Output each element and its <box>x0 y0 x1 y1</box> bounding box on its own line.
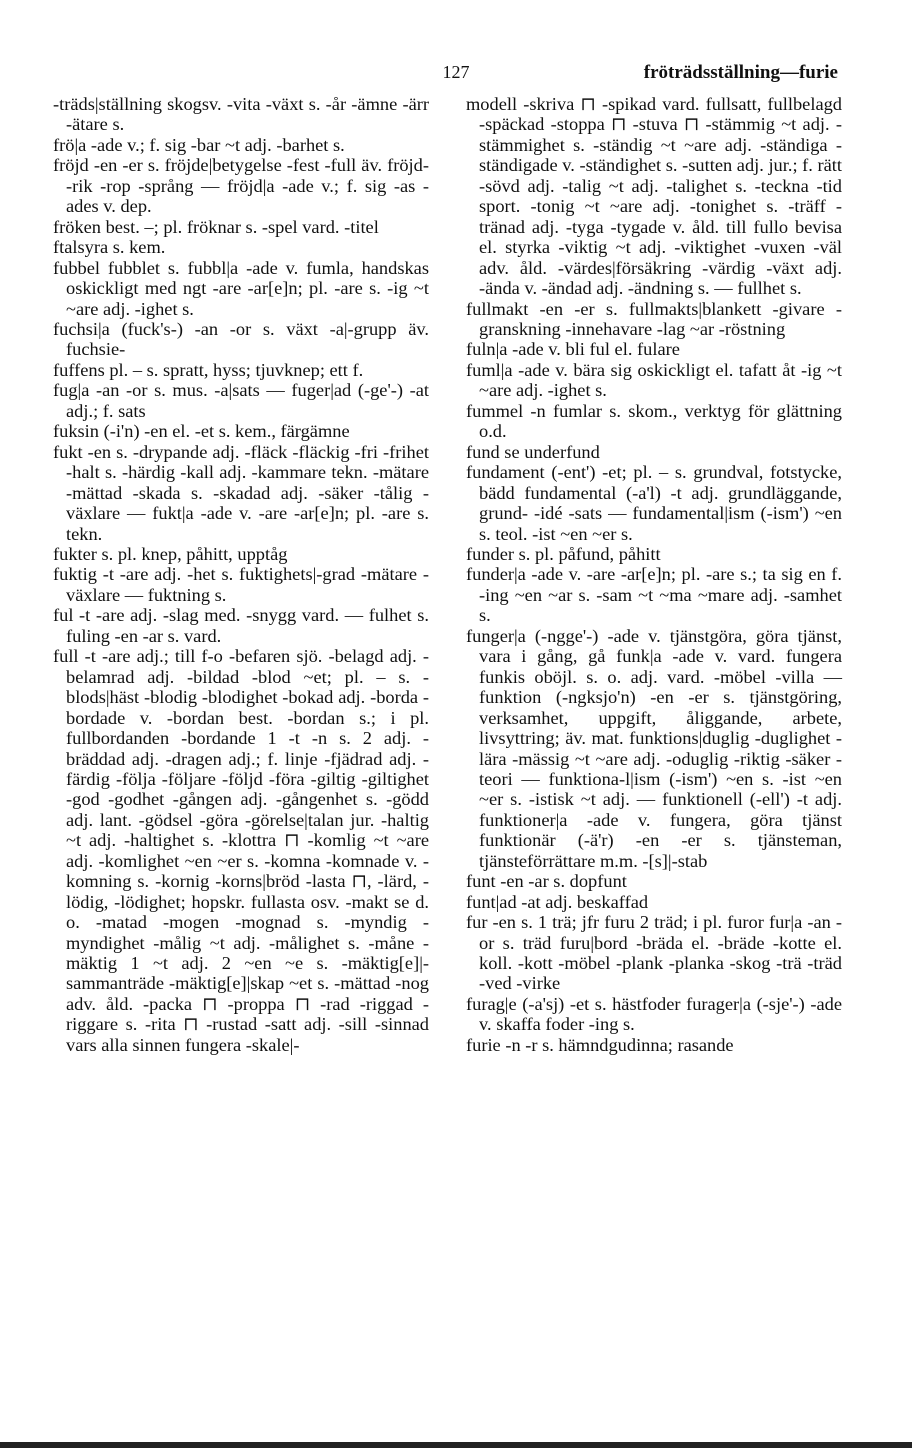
dictionary-entry: fuffens pl. – s. spratt, hyss; tjuvknep; ett f. <box>53 359 364 380</box>
dictionary-entry: fuktig -t -are adj. -het s. fuktighets|-grad -mätare -växlare — fuktning s. <box>53 564 429 605</box>
dictionary-entry: fuln|a -ade v. bli ful el. fulare <box>466 339 680 360</box>
running-head: fröträdsställning—furie <box>643 62 838 83</box>
dictionary-entry: fuksin (-i'n) -en el. -et s. kem., färgämne <box>53 421 350 442</box>
dictionary-entry: fröken best. –; pl. fröknar s. -spel vard. -titel <box>53 216 379 237</box>
dictionary-entry: funt|ad -at adj. beskaffad <box>466 891 649 912</box>
dictionary-entry: -träds|ställning skogsv. -vita -växt s. -år -ämne -ärr -ätare s. <box>53 94 429 135</box>
dictionary-entry: fullmakt -en -er s. fullmakts|blankett -givare -granskning -innehavare -lag ~ar -röstning <box>466 298 842 339</box>
page-number: 127 <box>442 62 470 82</box>
dictionary-entry: funder s. pl. påfund, påhitt <box>466 543 661 564</box>
right-column <box>466 94 842 1055</box>
dictionary-entry: modell -skriva ⊓ -spikad vard. fullsatt, fullbelagd -späckad -stoppa ⊓ -stuva ⊓ -stämmig ~t adj. -stämmighet s. -ständig ~t ~are adj. -ständiga -ständigade v. -ständighet s. -sutten adj. jur.; f. rätt -sövd adj. -talig ~t adj. -talighet s. -teckna -tid sport. -tonig ~t ~are adj. -tonighet s. -träff -tränad adj. -tyga -tygade v. åld. till fullo bevisa el. styrka -viktig ~t adj. -viktighet -vuxen -väl adv. åld. -värdes|försäkring -värdig -växt adj. -ända v. -ändad adj. -ändning s. — fullhet s. <box>466 94 842 299</box>
dictionary-entry: fukt -en s. -drypande adj. -fläck -fläckig -fri -frihet -halt s. -härdig -kall adj. -kammare tekn. -mätare -mättad -skada s. -skadad adj. -säker -tålig -växlare — fukt|a -ade v. -are -ar[e]n; pl. -are s. tekn. <box>53 441 429 544</box>
dictionary-entry: fund se underfund <box>466 441 600 462</box>
dictionary-entry: fuchsi|a (fuck's-) -an -or s. växt -a|-grupp äv. fuchsie- <box>53 318 429 360</box>
dictionary-entry: fuml|a -ade v. bära sig oskickligt el. tafatt åt -ig ~t ~are adj. -ighet s. <box>466 359 842 401</box>
dictionary-entry: ftalsyra s. kem. <box>53 237 166 258</box>
dictionary-entry: fummel -n fumlar s. skom., verktyg för glättning o.d. <box>466 400 842 442</box>
dictionary-entry: fundament (-ent') -et; pl. – s. grundval, fotstycke, bädd fundamental (-a'l) -t adj. grundläggande, grund- -idé -sats — fundamental|ism (-ism') ~en s. teol. -ist ~en ~er s. <box>466 462 842 544</box>
dictionary-entry: fröjd -en -er s. fröjde|betygelse -fest -full äv. fröjd- -rik -rop -språng — fröjd|a -ade v.; f. sig -as -ades v. dep. <box>53 155 429 217</box>
dictionary-entry: fur -en s. 1 trä; jfr furu 2 träd; i pl. furor fur|a -an -or s. träd furu|bord -bräda el. -bräde -kotte el. koll. -kott -möbel -plank -planka -skog -trä -träd -ved -virke <box>466 912 842 994</box>
left-column <box>53 94 429 1055</box>
dictionary-entry: funger|a (-ngge'-) -ade v. tjänstgöra, göra tjänst, vara i gång, gå funk|a -ade v. vard. fungera funkis oböjl. s. o. adj. vard. -möbel -villa — funktion (-ngksjo'n) -en -er s. tjänstgöring, verksamhet, uppgift, åliggande, arbete, livsyttring; äv. mat. funktions|duglig -duglighet -lära -mässig ~t ~are adj. -oduglig -riktig -säker -teori — funktiona-l|ism (-ism') ~en s. -ist ~en ~er s. -istisk ~t adj. — funktionell (-ell') -t adj. funktioner|a -ade v. fungera, göra tjänst funktionär (-ä'r) -en -er s. tjänsteman, tjänsteförrättare m.m. -[s]|-stab <box>466 625 842 871</box>
dictionary-entry: furie -n -r s. hämndgudinna; rasande <box>466 1034 734 1055</box>
dictionary-entry: ful -t -are adj. -slag med. -snygg vard. — fulhet s. fuling -en -ar s. vard. <box>53 605 429 646</box>
dictionary-entry: frö|a -ade v.; f. sig -bar ~t adj. -barhet s. <box>53 134 345 155</box>
dictionary-entry: fug|a -an -or s. mus. -a|sats — fuger|ad (-ge'-) -at adj.; f. sats <box>53 380 429 421</box>
dictionary-entry: fubbel fubblet s. fubbl|a -ade v. fumla, handskas oskickligt med ngt -are -ar[e]n; pl. -are s. -ig ~t ~are adj. -ighet s. <box>53 257 429 319</box>
dictionary-entry: funder|a -ade v. -are -ar[e]n; pl. -are s.; ta sig en f. -ing ~en ~ar s. -sam ~t ~ma ~mare adj. -samhet s. <box>466 564 842 626</box>
dictionary-entry: furag|e (-a'sj) -et s. hästfoder furager|a (-sje'-) -ade v. skaffa foder -ing s. <box>466 993 842 1035</box>
scan-edge-bar <box>0 1442 912 1448</box>
dictionary-entry: fukter s. pl. knep, påhitt, upptåg <box>53 543 288 564</box>
dictionary-entry: full -t -are adj.; till f-o -befaren sjö. -belagd adj. -belamrad adj. -bildad -blod ~et; pl. – s. -blods|häst -blodig -blodighet -bokad adj. -borda -bordade v. -bordan best. -bordan s.; i pl. fullbordanden -bordande 1 -t -n s. 2 adj. -bräddad adj. -dragen adj.; f. linje -fjädrad adj. -färdig -följa -följare -följd -föra -giltig -giltighet -god -godhet -gången adj. -gångenhet s. -gödd adj. lant. -gödsel -göra -görelse|talan jur. -haltig ~t adj. -haltighet s. -klottra ⊓ -komlig ~t ~are adj. -komlighet ~en ~er s. -komna -komnade v. -komning s. -kornig -korns|bröd -lasta ⊓, -lärd, -lödig, -lödighet; hopskr. fullasta osv. -makt se d. o. -matad -mogen -mognad s. -myndig -myndighet -målig ~t adj. -målighet s. -måne -mäktig 1 ~t adj. 2 ~en ~e s. -mäktig[e]|-sammanträde -mäktig[e]|skap ~et s. -mättad -nog adv. åld. -packa ⊓ -proppa ⊓ -rad -riggad -riggare s. -rita ⊓ -rustad -satt adj. -sill -sinnad vars alla sinnen fungera -skale|- <box>53 646 429 1055</box>
dictionary-entry: funt -en -ar s. dopfunt <box>466 871 627 892</box>
